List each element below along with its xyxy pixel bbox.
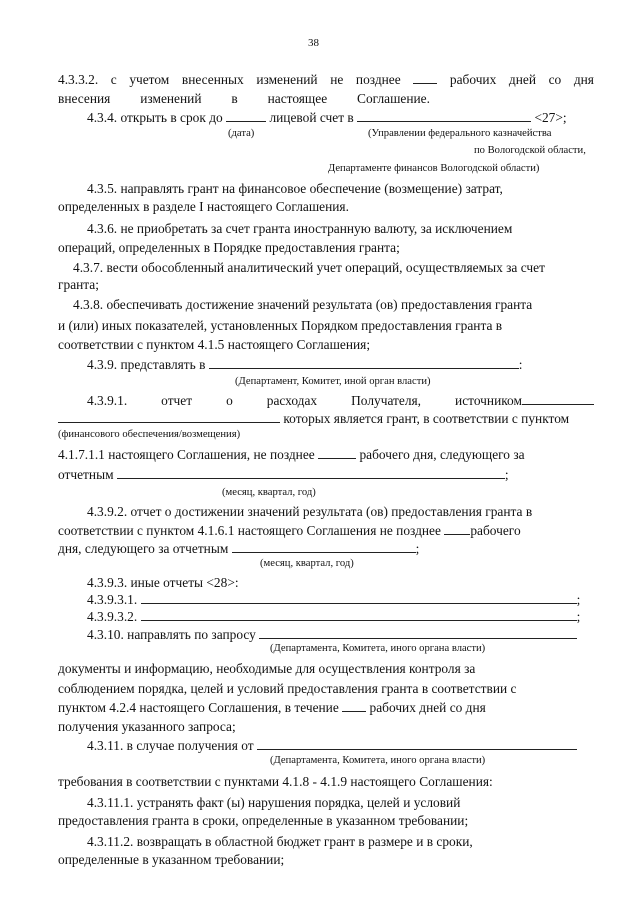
paragraph-4-3-9-2-line-3 (58, 541, 419, 557)
paragraph-4-3-9-1-line-2 (58, 411, 569, 427)
caption-period: (месяц, квартал, год) (222, 487, 316, 498)
paragraph-4-3-3-2-line-2 (58, 91, 430, 107)
paragraph-4-3-9-1-line-1 (87, 393, 594, 409)
text-fragment: источником (455, 393, 522, 408)
account-blank (357, 110, 531, 122)
paragraph-4-3-11-line-2: требования в соответствии с пунктами 4.1.8 - 4.1.9 настоящего Соглашения: (58, 774, 493, 789)
text-fragment: рабочего дня, следующего за (359, 447, 525, 462)
text-fragment: не (330, 72, 344, 87)
text-fragment: со (548, 72, 562, 87)
paragraph-4-3-8-line-2: и (или) иных показателей, установленных Порядком предоставления гранта в (58, 318, 503, 333)
text-fragment: 4.3.4. открыть в срок до (87, 110, 223, 125)
text-fragment: о (226, 393, 233, 408)
caption-request-authority: (Департамента, Комитета, иного органа власти) (270, 643, 486, 654)
paragraph-4-3-9-2-line-2 (58, 523, 521, 539)
text-fragment: ; (576, 609, 581, 624)
text-fragment: ; (576, 592, 581, 607)
paragraph-4-3-11-2-line-1: 4.3.11.2. возвращать в областной бюджет грант в размере и в сроки, (87, 834, 473, 849)
text-fragment: настоящее (267, 91, 328, 106)
paragraph-4-3-9-3: 4.3.9.3. иные отчеты <28>: (87, 575, 239, 590)
paragraph-4-3-9-1-line-3 (58, 447, 525, 463)
paragraph-4-3-8-line-1: 4.3.8. обеспечивать достижение значений результата (ов) предоставления гранта (73, 297, 533, 312)
paragraph-4-3-4 (87, 110, 567, 126)
request-authority-blank (259, 627, 577, 639)
paragraph-4-3-3-2-line-1 (58, 72, 594, 88)
period-blank (117, 467, 505, 479)
text-fragment: 4.3.10. направлять по запросу (87, 627, 256, 642)
paragraph-4-3-6-line-2: операций, определенных в Порядке предоставления гранта; (58, 240, 400, 255)
paragraph-4-3-9-1-line-4 (58, 467, 509, 483)
text-fragment: дня (573, 72, 594, 87)
date-blank (226, 110, 266, 122)
text-fragment: 4.3.9.1. (87, 393, 128, 408)
other-report-blank-2 (141, 609, 577, 621)
text-fragment: изменений (256, 72, 318, 87)
text-fragment: расходах (266, 393, 318, 408)
paragraph-4-3-10-line-4 (58, 700, 486, 716)
text-fragment: учетом (129, 72, 170, 87)
text-fragment: дней (508, 72, 536, 87)
text-fragment: Получателя, (351, 393, 422, 408)
text-fragment: соответствии с пунктом 4.1.6.1 настоящего Соглашения не позднее (58, 523, 441, 538)
paragraph-4-3-9-2-line-1: 4.3.9.2. отчет о достижении значений результата (ов) предоставления гранта в (87, 504, 533, 519)
text-fragment: 4.3.11. в случае получения от (87, 738, 254, 753)
days-blank (318, 447, 356, 459)
paragraph-4-3-10 (87, 627, 577, 643)
period-blank-2 (232, 541, 416, 553)
caption-date: (дата) (228, 128, 255, 139)
text-fragment: рабочих дней со дня (369, 700, 486, 715)
blank-line (413, 72, 437, 84)
caption-financing: (финансового обеспечения/возмещения) (58, 429, 241, 440)
text-fragment: внесения (58, 91, 111, 106)
caption-period-2: (месяц, квартал, год) (260, 558, 354, 569)
text-fragment: 4.3.9.3.1. (87, 592, 138, 607)
text-fragment: с (110, 72, 117, 87)
text-fragment: лицевой счет в (269, 110, 354, 125)
financing-blank (58, 411, 280, 423)
demand-authority-blank (257, 738, 577, 750)
paragraph-4-3-6-line-1: 4.3.6. не приобретать за счет гранта иностранную валюту, за исключением (87, 221, 513, 236)
page-number: 38 (308, 37, 319, 49)
text-fragment: рабочего (470, 523, 521, 538)
text-fragment: : (518, 357, 523, 372)
text-fragment: внесенных (181, 72, 244, 87)
paragraph-4-3-9 (87, 357, 523, 373)
paragraph-4-3-11-2-line-2: определенные в указанном требовании; (58, 852, 285, 867)
paragraph-4-3-11-1-line-2: предоставления гранта в сроки, определенные в указанном требовании; (58, 813, 469, 828)
paragraph-4-3-8-line-3: соответствии с пунктом 4.1.5 настоящего Соглашения; (58, 337, 371, 352)
paragraph-4-3-5-line-1: 4.3.5. направлять грант на финансовое обеспечение (возмещение) затрат, (87, 181, 503, 196)
text-fragment: <27>; (534, 110, 567, 125)
paragraph-4-3-10-line-2: документы и информацию, необходимые для осуществления контроля за (58, 661, 476, 676)
caption-treasury: (Управлении федерального казначейства (368, 128, 552, 139)
source-blank (522, 393, 594, 405)
days-blank-2 (444, 523, 470, 535)
caption-region: по Вологодской области, (474, 145, 586, 156)
authority-blank (209, 357, 519, 369)
text-fragment: позднее (355, 72, 401, 87)
caption-demand-authority: (Департамента, Комитета, иного органа власти) (270, 755, 486, 766)
text-fragment: 4.3.3.2. (58, 72, 99, 87)
text-fragment: отчет (161, 393, 193, 408)
paragraph-4-3-10-line-5: получения указанного запроса; (58, 719, 236, 734)
caption-finance-dept: Департаменте финансов Вологодской области) (328, 163, 540, 174)
text-fragment: в (231, 91, 238, 106)
paragraph-4-3-7-line-2: гранта; (58, 277, 99, 292)
text-fragment: ; (415, 541, 420, 556)
other-report-blank-1 (141, 592, 577, 604)
text-fragment: Соглашение. (357, 91, 430, 106)
paragraph-4-3-11 (87, 738, 577, 754)
text-fragment: изменений (140, 91, 202, 106)
paragraph-4-3-9-3-2 (87, 609, 580, 625)
days-blank-3 (342, 700, 366, 712)
text-fragment: 4.3.9.3.2. (87, 609, 138, 624)
paragraph-4-3-10-line-3: соблюдением порядка, целей и условий предоставления гранта в соответствии с (58, 681, 517, 696)
text-fragment: дня, следующего за отчетным (58, 541, 229, 556)
caption-authority: (Департамент, Комитет, иной орган власти) (235, 376, 431, 387)
text-fragment: ; (504, 467, 509, 482)
paragraph-4-3-5-line-2: определенных в разделе I настоящего Соглашения. (58, 199, 349, 214)
paragraph-4-3-7-line-1: 4.3.7. вести обособленный аналитический учет операций, осуществляемых за счет (73, 260, 545, 275)
text-fragment: 4.3.9. представлять в (87, 357, 206, 372)
paragraph-4-3-11-1-line-1: 4.3.11.1. устранять факт (ы) нарушения порядка, целей и условий (87, 795, 461, 810)
text-fragment: отчетным (58, 467, 114, 482)
paragraph-4-3-9-3-1 (87, 592, 580, 608)
text-fragment: которых является грант, в соответствии с пунктом (283, 411, 570, 426)
text-fragment: пунктом 4.2.4 настоящего Соглашения, в течение (58, 700, 339, 715)
text-fragment: рабочих (449, 72, 497, 87)
text-fragment: 4.1.7.1.1 настоящего Соглашения, не позднее (58, 447, 315, 462)
